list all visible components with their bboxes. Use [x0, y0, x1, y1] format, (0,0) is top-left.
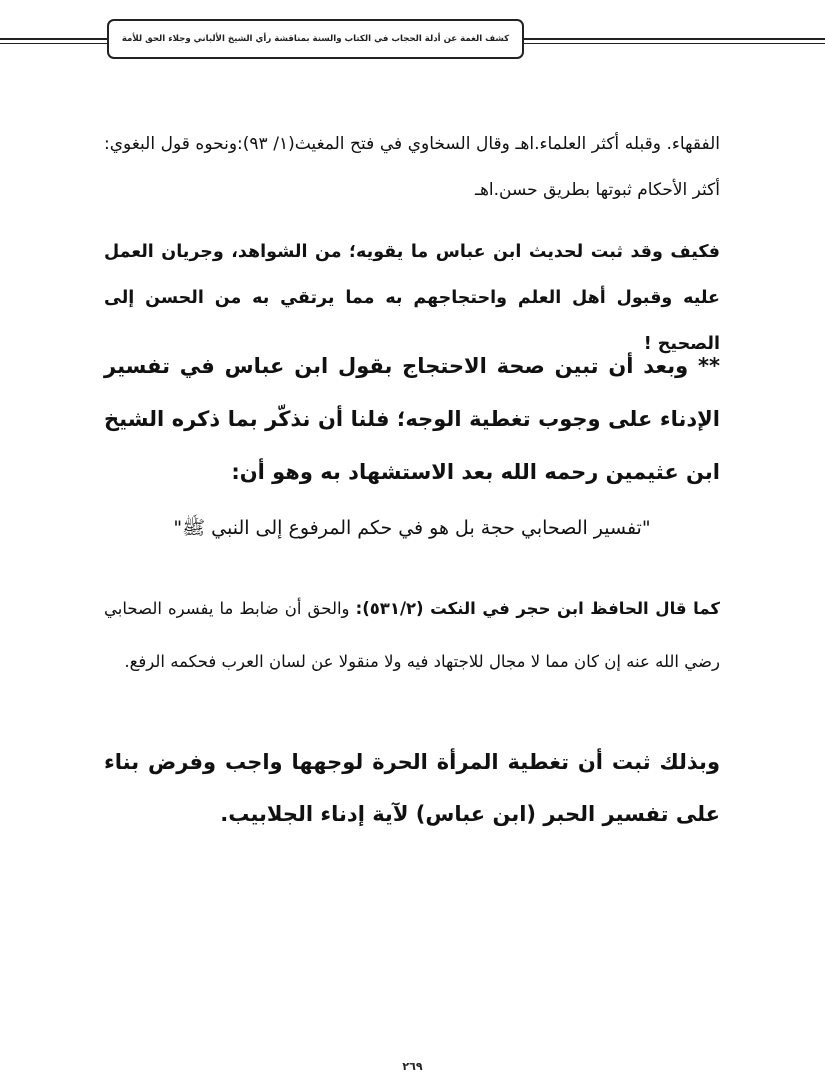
- centered-quote: "تفسير الصحابي حجة بل هو في حكم المرفوع إلى النبي ﷺ": [173, 517, 651, 539]
- page-number: ٢٦٩: [402, 1060, 423, 1073]
- ibn-hajar-quote: والحق أن ضابط ما يفسره الصحابي رضي الله عنه إن كان مما لا مجال للاجتهاد فيه ولا منقولا عن لسان العرب فحكمه الرفع.: [104, 599, 720, 671]
- paragraph-ibn-uthaymeen: ** وبعد أن تبين صحة الاحتجاج بقول ابن عباس في تفسير الإدناء على وجوب تغطية الوجه؛ فلنا أن نذكّر بما ذكره الشيخ ابن عثيمين رحمه الله بعد الاستشهاد به وهو أن:: [104, 354, 720, 484]
- book-title: كشف الغمة عن أدلة الحجاب في الكتاب والسنة بمناقشة رأي الشيخ الألباني وجلاء الحق للأمة: [121, 34, 510, 44]
- paragraph-ibn-abbas-support: فكيف وقد ثبت لحديث ابن عباس ما يقويه؛ من الشواهد، وجريان العمل عليه وقبول أهل العلم واحتجاجهم به مما يرتقي به من الحسن إلى الصحيح !: [104, 242, 720, 354]
- running-header: [107, 19, 524, 59]
- ibn-hajar-lead: كما قال الحافظ ابن حجر في النكت (٥٣١/٢):: [355, 599, 721, 618]
- paragraph-sakhawi-quote: الفقهاء. وقبله أكثر العلماء.اهـ وقال السخاوي في فتح المغيث(١/ ٩٣):ونحوه قول البغوي: أكثر الأحكام ثبوتها بطريق حسن.اهـ: [104, 134, 720, 200]
- paragraph-conclusion: وبذلك ثبت أن تغطية المرأة الحرة لوجهها واجب وفرض بناء على تفسير الحبر (ابن عباس) لآية إدناء الجلابيب.: [104, 750, 720, 826]
- paragraph-ibn-hajar: [104, 582, 720, 688]
